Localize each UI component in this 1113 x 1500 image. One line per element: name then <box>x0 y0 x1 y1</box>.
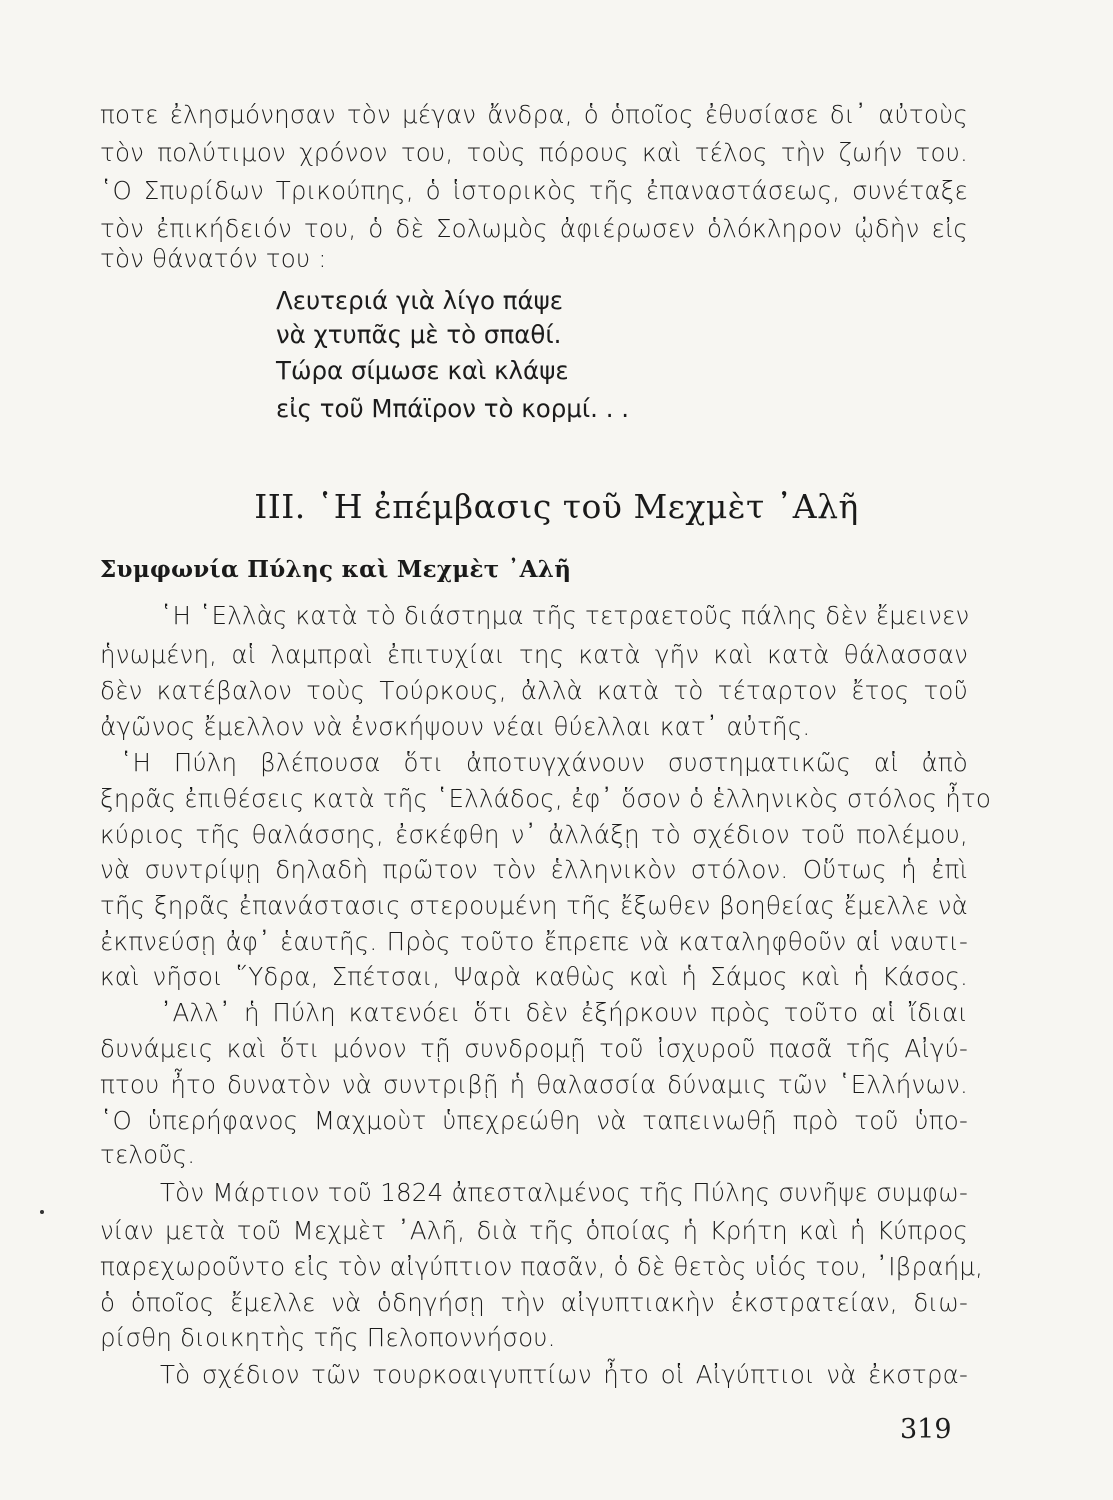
text-line: παρεχωροῦντο εἰς τὸν αἰγύπτιον πασᾶν, ὁ δὲ θετὸς υἱός του, ᾽Ιβραήμ, <box>100 1252 984 1281</box>
text-line: τὸν πολύτιμον χρόνον του, τοὺς πόρους καὶ τέλος τὴν ζωήν του. <box>100 138 968 167</box>
text-line: καὶ νῆσοι ῞Υδρα, Σπέτσαι, Ψαρὰ καθὼς καὶ ἡ Σάμος καὶ ἡ Κάσος. <box>100 962 968 991</box>
text-line: κύριος τῆς θαλάσσης, ἐσκέφθη ν᾽ ἀλλάξῃ τὸ σχέδιον τοῦ πολέμου, <box>100 820 968 849</box>
text-line: ἡνωμένη, αἱ λαμπραὶ ἐπιτυχίαι της κατὰ γῆν καὶ κατὰ θάλασσαν <box>100 640 968 669</box>
verse-line: νὰ χτυπᾶς μὲ τὸ σπαθί. <box>276 320 562 349</box>
text-line: ῾Ο Σπυρίδων Τρικούπης, ὁ ἱστορικὸς τῆς ἐπαναστάσεως, συνέταξε <box>100 176 968 205</box>
text-line: πτου ἦτο δυνατὸν νὰ συντριβῇ ἡ θαλασσία δύναμις τῶν ῾Ελλήνων. <box>100 1070 968 1099</box>
verse-line: Τώρα σίμωσε καὶ κλάψε <box>276 356 569 385</box>
text-line: ποτε ἐλησμόνησαν τὸν μέγαν ἄνδρα, ὁ ὁποῖος ἐθυσίασε δι᾽ αὐτοὺς <box>100 100 968 129</box>
text-line: ῾Η Πύλη βλέπουσα ὅτι ἀποτυγχάνουν συστηματικῶς αἱ ἀπὸ <box>120 748 968 777</box>
text-line: τῆς ξηρᾶς ἐπανάστασις στερουμένη τῆς ἔξωθεν βοηθείας ἔμελλε νὰ <box>100 891 968 920</box>
text-line: τὸν θάνατόν του : <box>100 244 327 273</box>
text-line: δὲν κατέβαλον τοὺς Τούρκους, ἀλλὰ κατὰ τὸ τέταρτον ἔτος τοῦ <box>100 676 968 705</box>
text-line: ἀγῶνος ἔμελλον νὰ ἐνσκήψουν νέαι θύελλαι κατ᾽ αὐτῆς. <box>100 712 811 741</box>
verse-line: Λευτεριά γιὰ λίγο πάψε <box>276 286 564 315</box>
text-line: τὸν ἐπικήδειόν του, ὁ δὲ Σολωμὸς ἀφιέρωσεν ὁλόκληρον ᾠδὴν εἰς <box>100 214 968 243</box>
text-line: ῾Ο ὑπερήφανος Μαχμοὺτ ὑπεχρεώθη νὰ ταπεινωθῇ πρὸ τοῦ ὑπο- <box>100 1106 968 1135</box>
text-line: ὁ ὁποῖος ἔμελλε νὰ ὁδηγήσῃ τὴν αἰγυπτιακὴν ἐκστρατείαν, διω- <box>100 1288 968 1317</box>
text-line: δυνάμεις καὶ ὅτι μόνον τῇ συνδρομῇ τοῦ ἰσχυροῦ πασᾶ τῆς Αἰγύ- <box>100 1034 968 1063</box>
chapter-heading: ΙΙΙ. ῾Η ἐπέμβασις τοῦ Μεχμὲτ ᾽Αλῆ <box>254 487 859 526</box>
text-line: ᾽Αλλ᾽ ἡ Πύλη κατενόει ὅτι δὲν ἐξήρκουν πρὸς τοῦτο αἱ ἴδιαι <box>160 998 968 1027</box>
text-line: τελοῦς. <box>100 1140 196 1169</box>
text-line: Τὸ σχέδιον τῶν τουρκοαιγυπτίων ἦτο οἱ Αἰγύπτιοι νὰ ἐκστρα- <box>160 1360 968 1389</box>
text-line: ῾Η ῾Ελλὰς κατὰ τὸ διάστημα τῆς τετραετοῦς πάλης δὲν ἔμεινεν <box>160 601 970 630</box>
section-heading: Συμφωνία Πύλης καὶ Μεχμὲτ ᾽Αλῆ <box>100 556 572 583</box>
page-number: 319 <box>900 1414 952 1445</box>
text-line: ἐκπνεύσῃ ἀφ᾽ ἑαυτῆς. Πρὸς τοῦτο ἔπρεπε νὰ καταληφθοῦν αἱ ναυτι- <box>100 927 968 956</box>
text-line: Τὸν Μάρτιον τοῦ 1824 ἀπεσταλμένος τῆς Πύλης συνῆψε συμφω- <box>160 1178 968 1207</box>
text-line: νὰ συντρίψῃ δηλαδὴ πρῶτον τὸν ἑλληνικὸν στόλον. Οὕτως ἡ ἐπὶ <box>100 855 968 884</box>
verse-line: εἰς τοῦ Μπάϊρον τὸ κορμί. . . <box>276 394 630 423</box>
text-line: νίαν μετὰ τοῦ Μεχμὲτ ᾽Αλῆ, διὰ τῆς ὁποίας ἡ Κρήτη καὶ ἡ Κύπρος <box>100 1216 968 1245</box>
text-line: ξηρᾶς ἐπιθέσεις κατὰ τῆς ῾Ελλάδος, ἐφ᾽ ὅσον ὁ ἑλληνικὸς στόλος ἦτο <box>100 784 992 813</box>
margin-speck <box>40 1210 44 1214</box>
text-line: ρίσθη διοικητὴς τῆς Πελοποννήσου. <box>100 1323 556 1352</box>
